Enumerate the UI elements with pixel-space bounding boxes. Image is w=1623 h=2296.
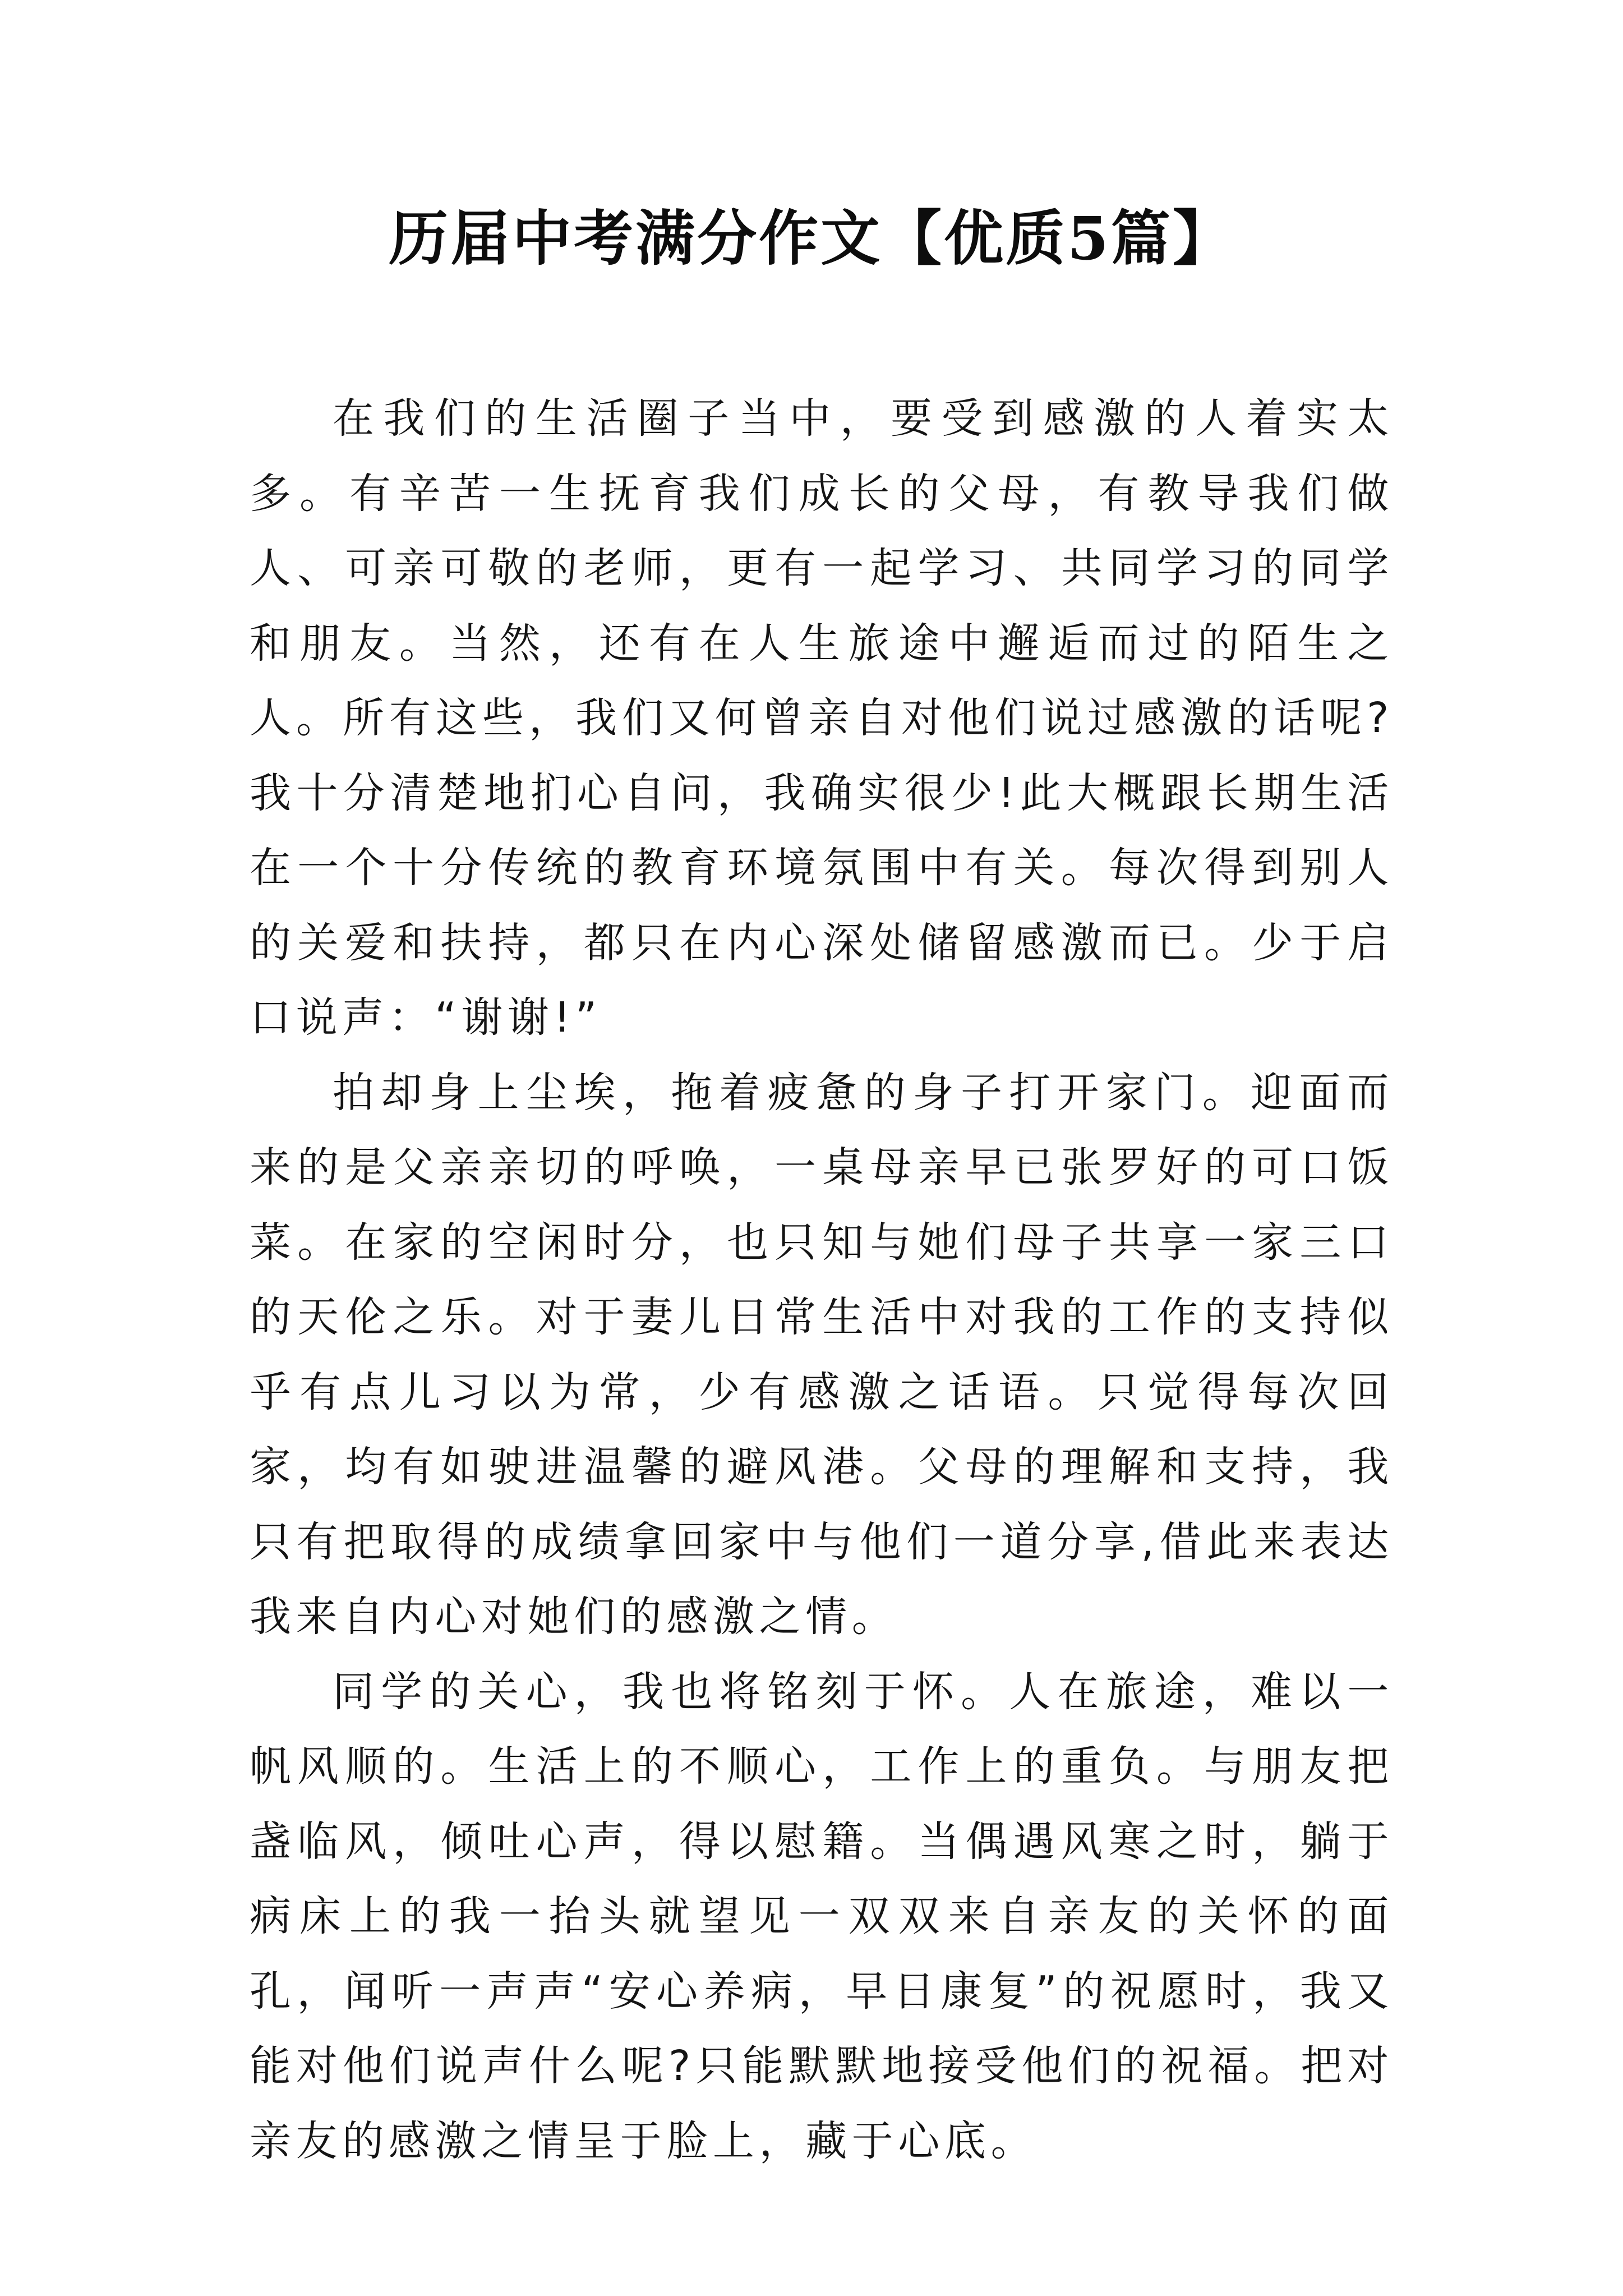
document-title: 历届中考满分作文【优质5篇】: [389, 203, 1234, 273]
document-body: [250, 381, 1394, 2179]
paragraph-1: 在我们的生活圈子当中，要受到感激的人着实太多。有辛苦一生抚育我们成长的父母，有教导我们做人、可亲可敬的老师，更有一起学习、共同学习的同学和朋友。当然，还有在人生旅途中邂逅而过的陌生之人。所有这些，我们又何曾亲自对他们说过感激的话呢?我十分清楚地扪心自问，我确实很少!此大概跟长期生活在一个十分传统的教育环境氛围中有关。每次得到别人的关爱和扶持，都只在内心深处储留感激而已。少于启口说声：“谢谢!”: [250, 394, 1394, 1042]
paragraph-3: 同学的关心，我也将铭刻于怀。人在旅途，难以一帆风顺的。生活上的不顺心，工作上的重负。与朋友把盏临风，倾吐心声，得以慰籍。当偶遇风寒之时，躺于病床上的我一抬头就望见一双双来自亲友的关怀的面孔，闻听一声声“安心养病，早日康复”的祝愿时，我又能对他们说声什么呢?只能默默地接受他们的祝福。把对亲友的感激之情呈于脸上，藏于心底。: [250, 1667, 1394, 2165]
paragraph-2: 拍却身上尘埃，拖着疲惫的身子打开家门。迎面而来的是父亲亲切的呼唤，一桌母亲早已张罗好的可口饭菜。在家的空闲时分，也只知与她们母子共享一家三口的天伦之乐。对于妻儿日常生活中对我的工作的支持似乎有点儿习以为常，少有感激之话语。只觉得每次回家，均有如驶进温馨的避风港。父母的理解和支持，我只有把取得的成绩拿回家中与他们一道分享,借此来表达我来自内心对她们的感激之情。: [250, 1068, 1394, 1641]
